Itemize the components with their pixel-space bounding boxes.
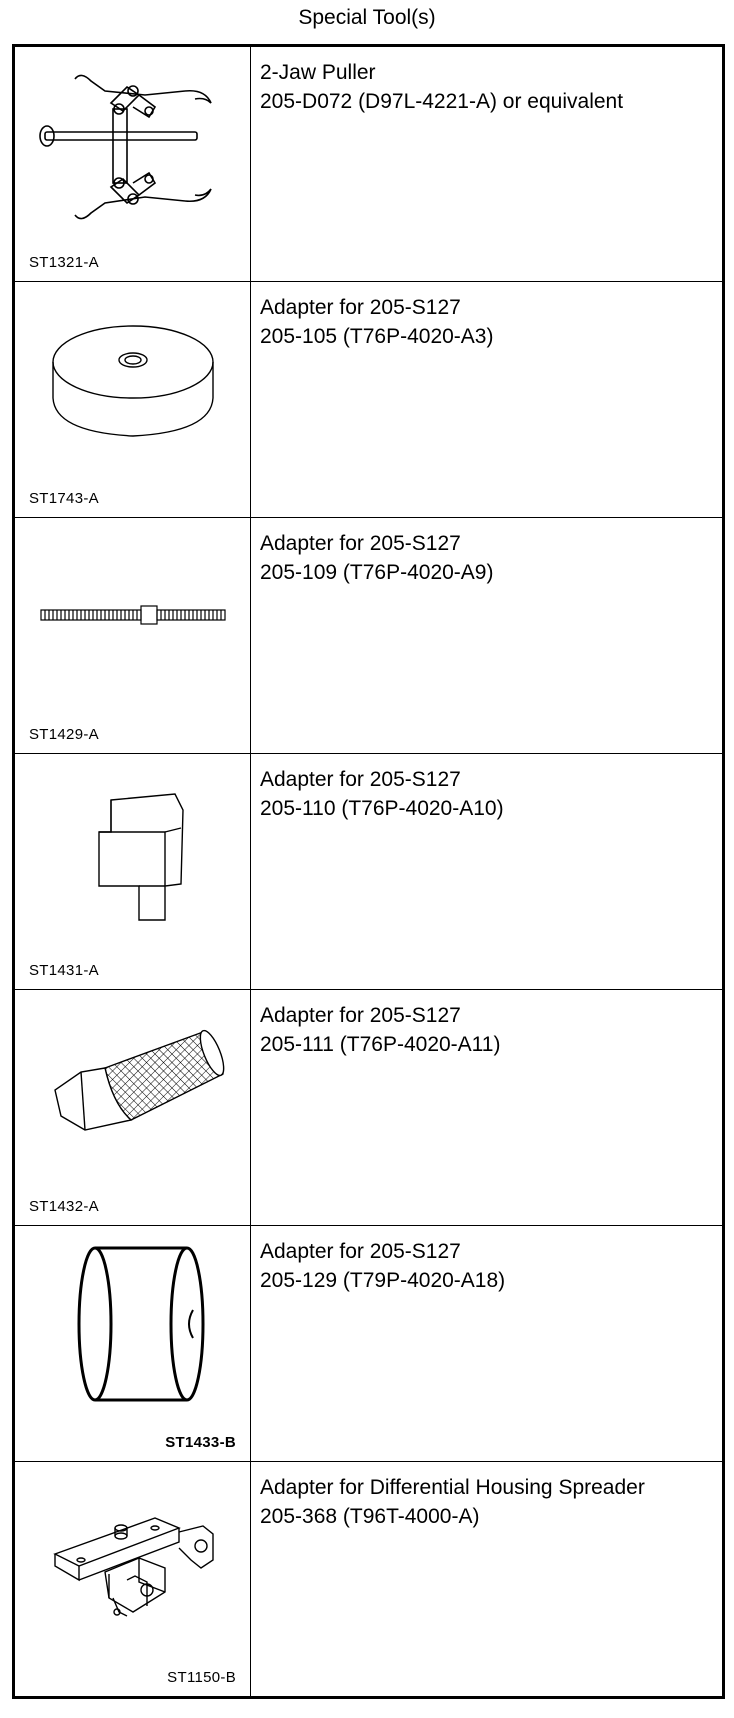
tool-name: Adapter for 205-S127 xyxy=(260,532,461,555)
tool-code: ST1321-A xyxy=(29,254,99,271)
tool-illustration-cell xyxy=(14,282,251,518)
cylinder-adapter-icon xyxy=(15,1226,250,1426)
tool-row xyxy=(14,1462,724,1698)
tool-row xyxy=(14,754,724,990)
tool-name: 2-Jaw Puller xyxy=(260,61,376,84)
tool-number: 205-110 (T76P-4020-A10) xyxy=(260,797,504,820)
page-title: Special Tool(s) xyxy=(298,6,436,29)
two-jaw-puller-icon xyxy=(15,47,250,247)
step-block-adapter-icon xyxy=(15,754,250,954)
tool-number: 205-129 (T79P-4020-A18) xyxy=(260,1269,506,1292)
disc-adapter-icon xyxy=(15,282,250,482)
tool-description-cell xyxy=(251,754,724,990)
tool-illustration-cell xyxy=(14,1226,251,1462)
tool-name: Adapter for 205-S127 xyxy=(260,1004,461,1027)
tool-illustration-cell xyxy=(14,754,251,990)
spreader-adapter-icon xyxy=(15,1462,250,1662)
tool-row xyxy=(14,1226,724,1462)
tool-name: Adapter for 205-S127 xyxy=(260,768,461,791)
tool-number: 205-109 (T76P-4020-A9) xyxy=(260,561,494,584)
tool-description-cell xyxy=(251,1462,724,1698)
tool-code: ST1431-A xyxy=(29,962,99,979)
tool-description-cell xyxy=(251,46,724,282)
tool-number: 205-D072 (D97L-4221-A) or equivalent xyxy=(260,90,624,113)
tool-description-cell xyxy=(251,282,724,518)
tool-illustration-cell xyxy=(14,518,251,754)
tool-code: ST1432-A xyxy=(29,1198,99,1215)
tool-name: Adapter for 205-S127 xyxy=(260,1240,461,1263)
tool-number: 205-105 (T76P-4020-A3) xyxy=(260,325,494,348)
tool-name: Adapter for 205-S127 xyxy=(260,296,461,319)
tool-code: ST1743-A xyxy=(29,490,99,507)
tool-illustration-cell xyxy=(14,1462,251,1698)
tool-description-cell xyxy=(251,1226,724,1462)
tool-number: 205-368 (T96T-4000-A) xyxy=(260,1505,480,1528)
tool-illustration-cell xyxy=(14,990,251,1226)
tool-code: ST1433-B xyxy=(165,1434,236,1451)
tool-row xyxy=(14,518,724,754)
tool-description-cell xyxy=(251,990,724,1226)
tool-code: ST1150-B xyxy=(167,1669,236,1686)
tool-row xyxy=(14,990,724,1226)
knurled-pointed-adapter-icon xyxy=(15,990,250,1190)
tool-illustration-cell xyxy=(14,46,251,282)
tool-row xyxy=(14,282,724,518)
tool-name: Adapter for Differential Housing Spreader xyxy=(260,1476,645,1499)
threaded-rod-adapter-icon xyxy=(15,518,250,718)
special-tools-table xyxy=(12,44,725,1699)
tool-number: 205-111 (T76P-4020-A11) xyxy=(260,1033,501,1056)
tool-row xyxy=(14,46,724,282)
tool-code: ST1429-A xyxy=(29,726,99,743)
tool-description-cell xyxy=(251,518,724,754)
